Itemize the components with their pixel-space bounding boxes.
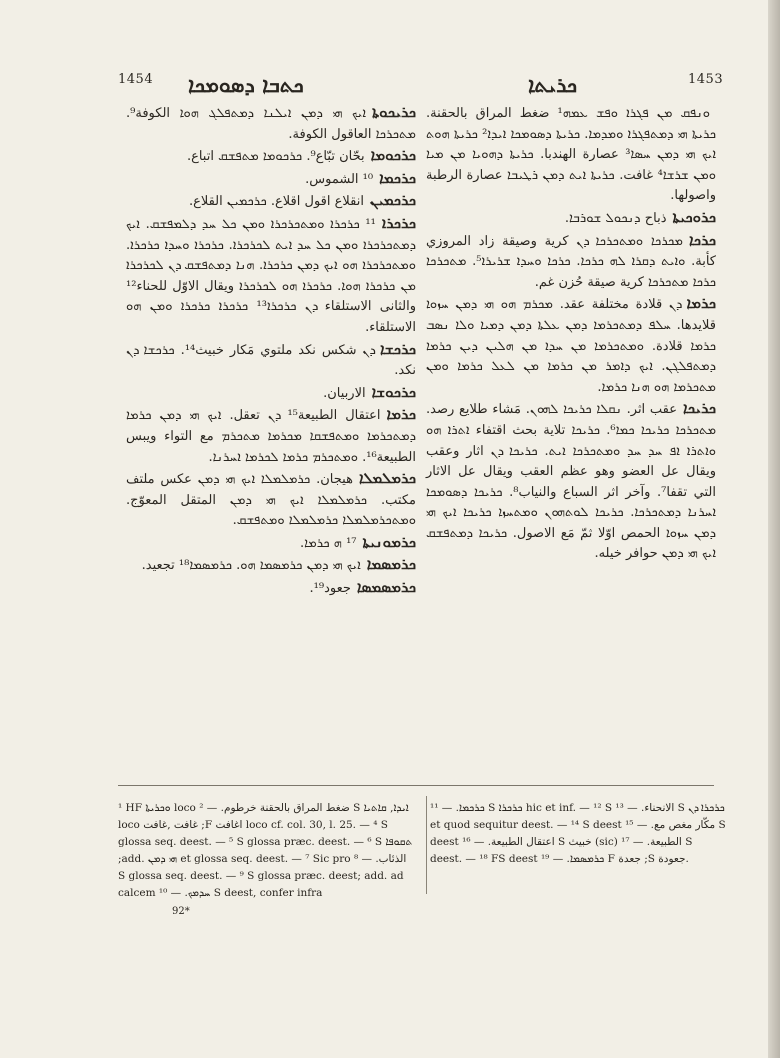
left-page-number: 1454: [118, 72, 154, 87]
entry-headword: ܟܪܟܫܐ: [380, 339, 417, 358]
entry-text: عقب اثر. ܢܩܠܐ ܟܪܝܟܐ ܠܗܘܢ. مَشاء طلايع رصد. ܡܬܟܪܟܐ ܟܪܝܟܐ ܟܡܐ⁶. ܟܪܝܟܐ تلاية بحث اقتفاء ܐܬܪܐ ܗܘ ܘܐܬܪܐ ܐܦ ܚܕ ܚܕ ܘܡܬܟܪܟܐ ܐܝܬ. ܟܪܝܟܐ ܕܢ اثار وعقب ويقال عل العضو وهو عظم العقب ويقال عل الاثار التي تقفا⁷. وآخر اثر السباع والنياب⁸. ܟܪܝܟܐ ܕܣܘܡܟܐ ܐܚܪܢܐ ܕܡܬܟܪܟܐ. ܟܪܝܟܐ ܠܘܬܗܘܢ ܘܡܬܚܙܐ ܟܪܝܟܐ ܐܝܟ ܗܝ ܕܡܢ ܚܙܘܐ الحمص اوّلا ثمّ مَع الاصول. ܟܪܝܟܐ ܕܡܬܦܫܩ ܐܝܟ ܗܝ ܕܡܢ حوافر خيله.: [426, 402, 716, 562]
entry-text: ܡܟܪܟܐ ܘܡܬܟܪܟܐ ܕܢ كرية وصيقة زاد المروزي كأبة. ܘܐܝܬ ܕܩܪܐ ܠܗ ܟܪܟܐ. ܟܪܟܐ ܘܚܕܐ ܫܪܝܪܐ⁵. ܡܬܟܪܟܐ ܟܪܟܐ ܡܬܟܪܟܐ كرية صيقة حُزن غم.: [426, 233, 716, 290]
entry: [426, 102, 716, 207]
entry-text: ܐܝܟ ܗܝ ܕܡܢ ܟܪܡܣܡܐ ܗܘ. ܟܪܡܣܡܐ¹⁸ تجعيد.: [141, 558, 361, 574]
entry-text: بحّان تبّاع⁹. ܟܪܟܘܡܐ ܡܬܦܫܩ اتباع.: [186, 149, 365, 165]
entry: [126, 554, 416, 577]
entry: [126, 404, 416, 468]
entry-headword: ܟܪܝܟܐ: [683, 399, 716, 418]
entry-headword: ܟܪܟܘܫܐ: [371, 382, 416, 401]
entry: [126, 213, 416, 339]
entry-headword: ܟܪܝܟܘܬܐ: [371, 103, 416, 121]
entry-text: ܕܢ شكس نكد ملتوي مَكار خبيث¹⁴. ܟܪܟܫܐ ܕܢ نكد.: [126, 342, 416, 379]
footnotes-right: [430, 800, 726, 868]
entry-headword: ܟܪܡܐ: [386, 405, 416, 424]
entry: [126, 102, 416, 145]
signature-mark: 92*: [172, 906, 190, 917]
entry: [126, 468, 416, 532]
entry: [426, 207, 716, 230]
entry-text: انقلاع اقول اقلاع. ܟܪܟܡܝܢ القلاع.: [188, 194, 364, 210]
entry-text: ¹¹ ܟܪܟܪܐ ܘܡܬܟܪܟܪܐ ܘܡܢ ܟܠ ܚܕ ܕܠܡܦܫܩ. ܐܝܟ ܕܡܬܟܪܟܪܐ ܘܡܢ ܟܠ ܚܕ ܐܝܬ ܠܟܪܟܪܐ. ܟܪܟܪܐ ܘܚܕܐ ܟܪܟܪܐ. ܘܡܬܟܪܟܪܐ ܗܘ ܐܝܟ ܕܡܢ ܟܪܟܪܐ. ܗܢܐ ܕܡܬܦܫܩ ܕܢ ܠܟܪܟܪܐ ܡܢ ܟܪܟܪܐ ܗܘܐ. ܟܪܟܪܐ ܗܘ ܠܟܪܟܪܐ ويقال الاوّل للحناء¹² والثانى الاستلقاء ܕܢ ܟܪܟܪܐ¹³ ܟܪܟܪܐ ܟܪܟܪܐ ܘܡܢ ܗܘ الاستلقاء.: [126, 216, 416, 335]
entry-headword: ܟܪܟܘܡܐ: [370, 146, 416, 165]
entry: [426, 398, 716, 565]
entry: [126, 339, 416, 382]
entry-text: ذباح ܕܢܟܘܠ ܫܘܪܒܐ.: [564, 210, 667, 226]
entry-text: ¹⁰ الشموس.: [305, 171, 374, 187]
entry-text: ܕܢ قلادة مختلفة عقد. ܡܟܪܡ ܗܘ ܗܝ ܕܡܢ ܚܙܘܐ قلايدها. ܚܠܦ ܕܡܬܟܪܡܐ ܕܡܢ ܥܠܬܐ ܕܡܢ ܕܡܝܐ ܘܠܐ ܢܣܒ ܟܪܡܐ قلادة. ܘܡܬܟܪܡܐ ܡܢ ܚܕܐ ܡܢ ܗܠܝܢ ܕܝܢ ܟܪܡܐ ܕܡܬܦܠܓܢ. ܐܝܟ ܕܐܡܪ ܡܢ ܟܪܡܐ ܡܢ ܠܥܠ ܟܪܡܐ ܘܡܢ ܡܬܟܪܡܐ ܗܘ ܗܢܐ ܟܪܡܐ.: [426, 297, 716, 395]
footnote-column-divider: [426, 796, 427, 894]
entry: [126, 532, 416, 555]
entry-text: الاربيان.: [323, 385, 366, 401]
entry: [126, 145, 416, 168]
entry-text: ¹⁷ ܗ ܟܪܡܐ.: [299, 535, 357, 551]
entry: [426, 293, 716, 398]
left-text-column: [126, 102, 416, 600]
entry-headword: ܟܪܘܟܝܬܐ: [672, 207, 716, 226]
entry: [126, 168, 416, 191]
entry: [126, 577, 416, 600]
entry: [126, 190, 416, 213]
right-running-title: ܟܪܝܬܐ: [528, 72, 578, 97]
entry-text: هيجان. ܟܪܡܠܡܠܐ ܐܝܟ ܗܝ ܕܡܢ عكس ملتف مكتب. ܟܪܡܠܡܠܐ ܐܝܟ ܗܝ ܕܡܢ المتقل المعوّج. ܘܡܬܟܪܡܠܡܠܐ ܟܪܡܠܡܠܐ ܘܡܬܦܫܩ.: [126, 472, 416, 529]
entry-headword: ܟܪܡܠܡܠܐ: [358, 469, 416, 488]
footnotes-left: [118, 800, 414, 902]
entry-text: ܐܝܟ ܗܝ ܕܡܢ ܐܝܠܢܐ ܕܡܬܦܠܓ ܗܘܐ الكوفة⁹. ܡܬܟܪܟܐ العاقول الكوفة.: [126, 106, 416, 142]
entry-text: ܘܢܦܩ ܡܢ ܦܓܪܐ ܘܦܫ ܥܡܗ¹ ضغط المراق بالحقنة. ܟܪܝܬܐ ܗܝ ܕܡܬܦܓܪܐ ܘܡܕܡܐ. ܟܪܝܬܐ ܕܣܘܡܟܐ ܐܝܕܐ² ܟܪܝܬܐ ܗܘܬ ܐܝܟ ܗܝ ܕܡܢ ܚܣܐ³ عصارة الهندبا. ܟܪܝܬܐ ܕܗܘܝܐ ܡܢ ܡܝܐ ܘܡܢ ܫܪܫܐ⁴ غافت. ܟܪܝܬܐ ܐܝܬ ܕܡܢ ܪܛܝܒܐ عصارة الرطبة واصولها.: [426, 106, 716, 204]
entry-headword: ܟܪܡܘܢܝܬܐ: [362, 532, 416, 551]
right-page-number: 1453: [688, 72, 724, 87]
page-edge: [768, 0, 780, 1058]
footnote-text: ¹ HF ܘܟܪܝܬܐ loco ضغط المراق بالحقنة خرطوم. — ² S ܐܝܕܐ, ܩܐܬܝܐ loco غافت ,غافت ;F اغافت loco cf. col. 30, l. 25. — ⁴ S glossa seq. deest. — ⁵ S glossa præc. deest. — ⁶ S ܬܩܘܦܐ ;add. ܗܝ ܕܡܢ et glossa seq. deest. — ⁷ Sic pro الذئاب. — ⁸ S glossa seq. deest. — ⁹ S glossa præc. deest; add. ad calcem ܚܕܡܟ. — ¹⁰ S deest, confer infra: [118, 802, 413, 899]
entry-headword: ܟܪܟܪܐ: [381, 213, 416, 232]
entry: [426, 230, 716, 294]
footnote-text: ܟܪܟܡܐ. — ¹¹ S ܟܪܟܪܐ hic et inf. — ¹² S الانحناء. — ¹³ S ܟܪܟܪܐ ܕܢ et quod sequitur deest. — ¹⁴ S deest مكّار مغص مع. — ¹⁵ S deest اعتقال الطبيعة. — ¹⁶ S خبيث (sic) الطبيعة. — ¹⁷ S deest. — ¹⁸ FS deest ܟܪܡܣܡܐ. — ¹⁹ F جعدة ;S جعودة.: [430, 802, 726, 865]
entry-text: جعود¹⁹.: [309, 581, 351, 597]
entry-headword: ܟܪܡܣܡܐ: [366, 555, 416, 574]
left-running-title: ܟܬܒܐ ܕܣܘܡܟܐ: [188, 72, 304, 97]
entry-headword: ܟܪܡܐ: [686, 294, 716, 313]
entry: [126, 382, 416, 405]
entry-text: اعتقال الطبيعة¹⁵ ܕܢ تعقل. ܐܝܟ ܗܝ ܕܡܢ ܟܪܡܐ ܕܡܬܟܪܡܐ ܘܡܬܦܫܩܐ ܡܟܪܡܐ ܡܬܟܪܡ مع التواء ويبس الطبيعة¹⁶. ܘܡܬܟܪܡ ܟܪܡܐ ܠܟܪܡܐ ܐܚܪܢܐ.: [126, 408, 416, 465]
entry-headword: ܟܪܟܐ: [688, 230, 716, 249]
entry-headword: ܟܪܡܣܡܣܐ: [356, 578, 416, 597]
entry-headword: ܟܪܟܡܐ: [379, 168, 416, 187]
right-text-column: [426, 102, 716, 565]
entry-headword: ܟܪܟܡܝܢ: [369, 191, 416, 210]
footnote-rule: [118, 785, 714, 786]
